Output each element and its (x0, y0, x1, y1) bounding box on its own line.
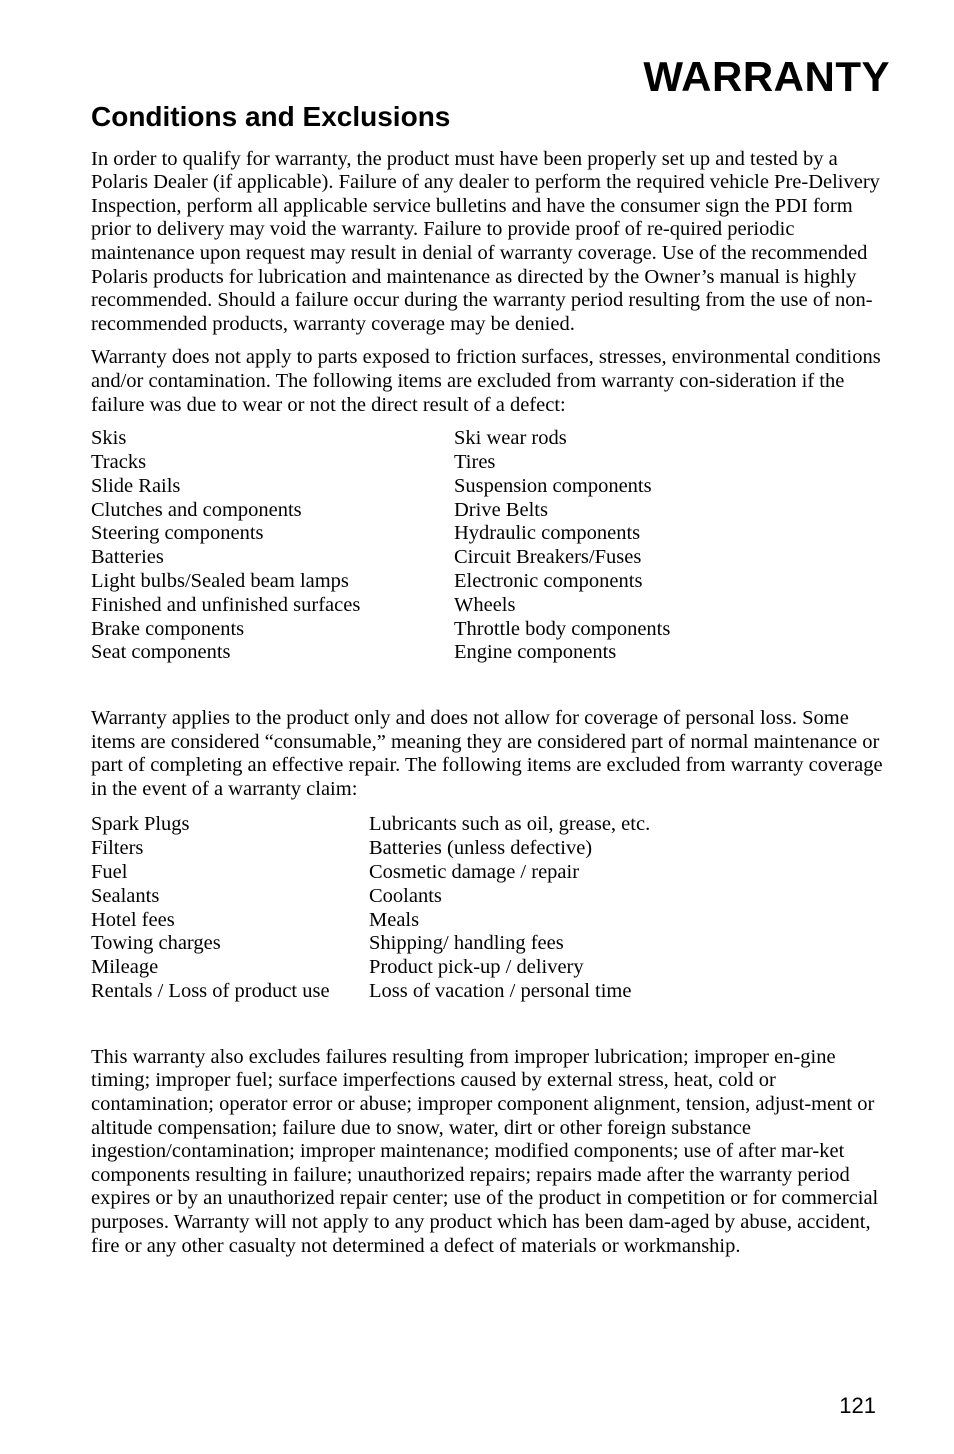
list-item: Rentals / Loss of product use (91, 980, 330, 1003)
section-title: Conditions and Exclusions (91, 101, 451, 132)
list-item: Ski wear rods (454, 427, 567, 450)
page-content (91, 100, 891, 1268)
list-item: Shipping/ handling fees (369, 932, 564, 955)
list-item: Towing charges (91, 932, 221, 955)
list-item: Batteries (unless defective) (369, 837, 593, 860)
table-row (91, 641, 670, 665)
list-item: Hydraulic components (454, 522, 641, 545)
list-item: Batteries (91, 546, 164, 569)
wear-items-table (91, 427, 670, 665)
page-header: WARRANTY (643, 53, 890, 100)
table-row (91, 813, 650, 837)
list-item: Clutches and components (91, 498, 302, 521)
list-item: Engine components (454, 641, 617, 664)
page-number: 121 (839, 1393, 876, 1418)
consumable-items-table (91, 813, 650, 1003)
table-row (91, 451, 670, 475)
paragraph-wear-exclusion: Warranty does not apply to parts exposed to friction surfaces, stresses, environmental conditions and/or contamination. The following items are excluded from warranty con-sideration if the failure was due to wear or not the direct result of a defect: (91, 346, 881, 416)
list-item: Suspension components (454, 474, 652, 497)
table-row (91, 546, 670, 570)
list-item: Lubricants such as oil, grease, etc. (369, 813, 651, 836)
list-item: Loss of vacation / personal time (369, 980, 632, 1003)
list-item: Circuit Breakers/Fuses (454, 546, 642, 569)
list-item: Cosmetic damage / repair (369, 861, 580, 884)
list-item: Brake components (91, 617, 245, 640)
table-row (91, 427, 670, 451)
list-item: Tires (454, 450, 496, 473)
paragraph-additional-exclusions: This warranty also excludes failures resulting from improper lubrication; improper en-gine timing; improper fuel; surface imperfections caused by external stress, heat, cold or contamination; operator error or abuse; improper component alignment, tension, adjust-ment or altitude compensation; failure due to snow, water, dirt or other foreign substance ingestion/contamination; improper maintenance; modified components; use of after mar-ket components resulting in failure; unauthorized repairs; repairs made after the warranty period expires or by an unauthorized repair center; use of the product in competition or for commercial purposes. Warranty will not apply to any product which has been dam-aged by abuse, accident, fire or any other casualty not determined a defect of materials or workmanship. (91, 1045, 879, 1257)
paragraph-consumables: Warranty applies to the product only and does not allow for coverage of personal loss. Some items are considered “consumable,” meaning they are considered part of normal maintenance or part of completing an effective repair. The following items are excluded from warranty coverage in the event of a warranty claim: (91, 707, 883, 800)
list-item: Hotel fees (91, 908, 175, 931)
table-row (91, 909, 650, 933)
list-item: Electronic components (454, 569, 643, 592)
table-row (91, 618, 670, 642)
list-item: Steering components (91, 522, 264, 545)
table-row (91, 499, 670, 523)
list-item: Light bulbs/Sealed beam lamps (91, 569, 349, 592)
table-row (91, 861, 650, 885)
list-item: Skis (91, 427, 127, 450)
table-row (91, 594, 670, 618)
table-row (91, 932, 650, 956)
list-item: Meals (369, 908, 420, 931)
table-row (91, 956, 650, 980)
list-item: Finished and unfinished surfaces (91, 593, 361, 616)
list-item: Fuel (91, 861, 128, 884)
list-item: Spark Plugs (91, 813, 190, 836)
paragraph-qualification: In order to qualify for warranty, the product must have been properly set up and tested by a Polaris Dealer (if applicable). Failure of any dealer to perform the required vehicle Pre-Delivery Inspection, perform all applicable service bulletins and have the consumer sign the PDI form prior to delivery may void the warranty. Failure to provide proof of re-quired periodic maintenance upon request may result in denial of warranty coverage. Use of the recommended Polaris products for lubrication and maintenance as directed by the Owner’s manual is highly recommended. Should a failure occur during the warranty period resulting from the use of non-recommended products, warranty coverage may be denied. (91, 147, 880, 335)
table-row (91, 980, 650, 1004)
list-item: Seat components (91, 641, 231, 664)
list-item: Drive Belts (454, 498, 548, 521)
table-row (91, 570, 670, 594)
list-item: Sealants (91, 884, 160, 907)
list-item: Coolants (369, 884, 442, 907)
table-row (91, 885, 650, 909)
table-row (91, 522, 670, 546)
table-row (91, 837, 650, 861)
list-item: Mileage (91, 956, 159, 979)
list-item: Tracks (91, 450, 147, 473)
list-item: Slide Rails (91, 474, 181, 497)
list-item: Product pick-up / delivery (369, 956, 584, 979)
table-row (91, 475, 670, 499)
list-item: Filters (91, 837, 144, 860)
list-item: Throttle body components (454, 617, 671, 640)
list-item: Wheels (454, 593, 516, 616)
